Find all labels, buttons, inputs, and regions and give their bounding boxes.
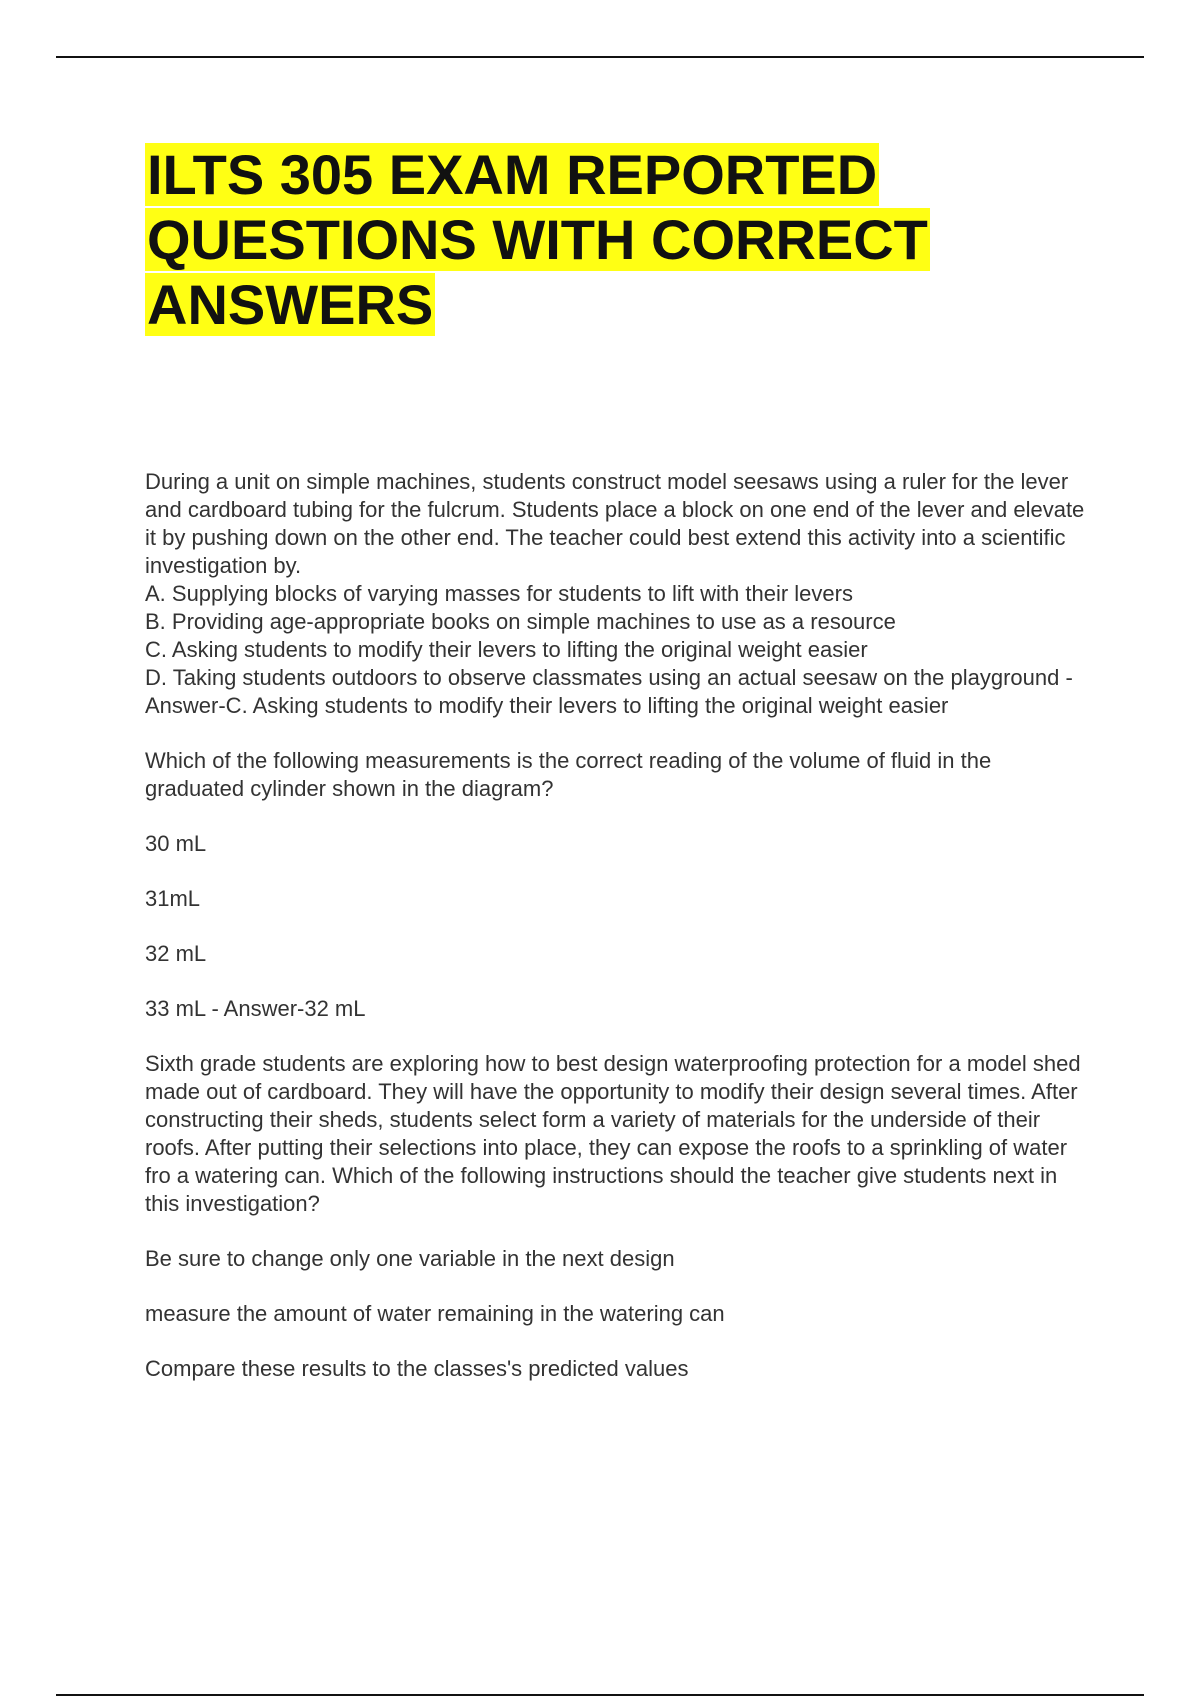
document-body (145, 468, 1095, 1383)
title-line-3: ANSWERS (147, 273, 434, 336)
question-2-stem: Which of the following measurements is the correct reading of the volume of fluid in the graduated cylinder shown in the diagram? (145, 748, 992, 801)
document-title (145, 142, 1045, 337)
question-1-option-b: B. Providing age-appropriate books on simple machines to use as a resource (145, 609, 896, 634)
question-3-stem: Sixth grade students are exploring how to best design waterproofing protection for a model shed made out of cardboard. They will have the opportunity to modify their design several times. After constructing their sheds, students select form a variety of materials for the underside of their roofs. After putting their selections into place, they can expose the roofs to a sprinkling of water fro a watering can. Which of the following instructions should the teacher give students next in this investigation? (145, 1051, 1081, 1216)
bottom-rule (56, 1694, 1144, 1696)
question-2-option-4-answer: 33 mL - Answer-32 mL (145, 996, 366, 1021)
title-line-1: ILTS 305 EXAM REPORTED (147, 143, 878, 206)
question-3-option-1: Be sure to change only one variable in the next design (145, 1246, 675, 1271)
question-3-option-3: Compare these results to the classes's predicted values (145, 1356, 689, 1381)
question-1-option-a: A. Supplying blocks of varying masses for students to lift with their levers (145, 581, 853, 606)
question-1-option-c: C. Asking students to modify their levers to lifting the original weight easier (145, 637, 868, 662)
question-3-option-2: measure the amount of water remaining in the watering can (145, 1301, 725, 1326)
question-2-option-1: 30 mL (145, 831, 207, 856)
question-2-option-2: 31mL (145, 886, 201, 911)
question-1-stem: During a unit on simple machines, students construct model seesaws using a ruler for the lever and cardboard tubing for the fulcrum. Students place a block on one end of the lever and elevate it by pushing down on the other end. The teacher could best extend this activity into a scientific investigation by. (145, 469, 1085, 578)
question-1-option-d-answer: D. Taking students outdoors to observe classmates using an actual seesaw on the playground - Answer-C. Asking students to modify their levers to lifting the original weight easier (145, 665, 1073, 718)
title-line-2: QUESTIONS WITH CORRECT (147, 208, 928, 271)
top-rule (56, 56, 1144, 58)
question-2-option-3: 32 mL (145, 941, 207, 966)
